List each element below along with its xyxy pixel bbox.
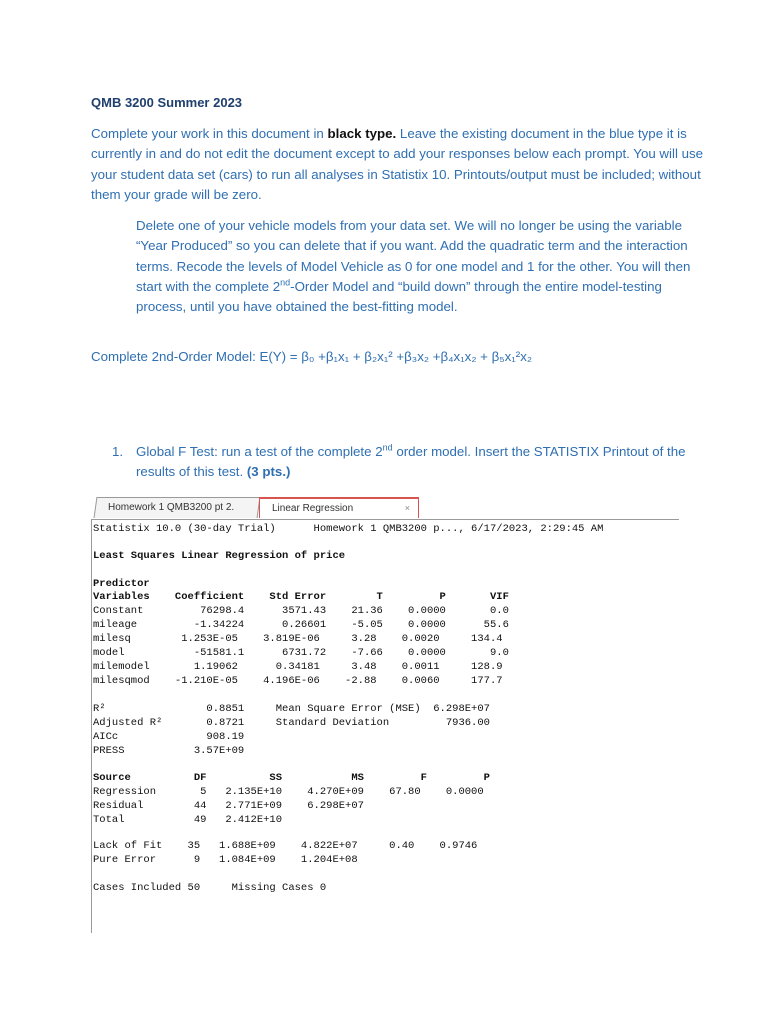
question-1: 1. Global F Test: run a test of the complete 2nd order model. Insert the STATISTIX Printout of the results of this test. (3 pts.)	[112, 442, 686, 480]
anova-row: Residual 44 2.771E+09 6.298E+07	[93, 800, 364, 812]
black-type-emphasis: black type.	[327, 126, 397, 141]
document-heading: QMB 3200 Summer 2023	[91, 95, 243, 110]
table-row: milesqmod -1.210E-05 4.196E-06 -2.88 0.0060 177.7	[93, 675, 503, 687]
tab-homework[interactable]: Homework 1 QMB3200 pt 2.	[94, 497, 261, 518]
output-title: Least Squares Linear Regression of price	[93, 550, 346, 562]
anova-header: Source DF SS MS F P	[93, 772, 490, 784]
window-border	[91, 519, 92, 933]
pure-error-row: Pure Error 9 1.084E+09 1.204E+08	[93, 854, 358, 866]
anova-row: Total 49 2.412E+10	[93, 814, 283, 826]
close-icon[interactable]: ×	[404, 503, 410, 513]
statistix-printout	[91, 493, 679, 933]
cases-summary: Cases Included 50 Missing Cases 0	[93, 882, 327, 894]
question-number: 1.	[112, 444, 124, 459]
stats-row: AICc 908.19	[93, 731, 245, 743]
table-row: milesq 1.253E-05 3.819E-06 3.28 0.0020 134.4	[93, 633, 503, 645]
points-label: (3 pts.)	[246, 464, 291, 480]
output-header: Statistix 10.0 (30-day Trial) Homework 1 QMB3200 p..., 6/17/2023, 2:29:45 AM	[93, 523, 604, 535]
tab-linear-regression[interactable]: Linear Regression ×	[259, 497, 419, 518]
stats-row: PRESS 3.57E+09	[93, 745, 245, 757]
instructions-paragraph: Delete one of your vehicle models from your data set. We will no longer be using the variable “Year Produced” so you can delete that if you want. Add the quadratic term and the interaction terms. Recode the levels of Model Vehicle as 0 for one model and 1 for the other. You will then start with the complete 2nd-Order Model and “build down” through the entire model-testing process, until you have obtained the best-fitting model.	[136, 218, 691, 315]
table-row: model -51581.1 6731.72 -7.66 0.0000 9.0	[93, 647, 509, 659]
table-row: Constant 76298.4 3571.43 21.36 0.0000 0.0	[93, 605, 509, 617]
stats-row: Adjusted R² 0.8721 Standard Deviation 7936.00	[93, 717, 490, 729]
model-equation: Complete 2nd-Order Model: E(Y) = β₀ +β₁x₁ + β₂x₁² +β₃x₂ +β₄x₁x₂ + β₅x₁²x₂	[91, 349, 533, 364]
predictor-header: Predictor	[93, 578, 150, 590]
stats-row: R² 0.8851 Mean Square Error (MSE) 6.298E+07	[93, 703, 490, 715]
column-header: Variables Coefficient Std Error T P VIF	[93, 591, 509, 603]
table-row: milemodel 1.19062 0.34181 3.48 0.0011 128.9	[93, 661, 503, 673]
anova-row: Regression 5 2.135E+10 4.270E+09 67.80 0.0000	[93, 786, 484, 798]
table-row: mileage -1.34224 0.26601 -5.05 0.0000 55.6	[93, 619, 509, 631]
tab-bar	[91, 493, 679, 520]
lack-of-fit-row: Lack of Fit 35 1.688E+09 4.822E+07 0.40 0.9746	[93, 840, 478, 852]
intro-paragraph: Complete your work in this document in black type. Leave the existing document in the blue type it is currently in and do not edit the document except to add your responses below each prompt. You will use your student data set (cars) to run all analyses in Statistix 10. Printouts/output must be included; without them your grade will be zero.	[91, 126, 704, 202]
